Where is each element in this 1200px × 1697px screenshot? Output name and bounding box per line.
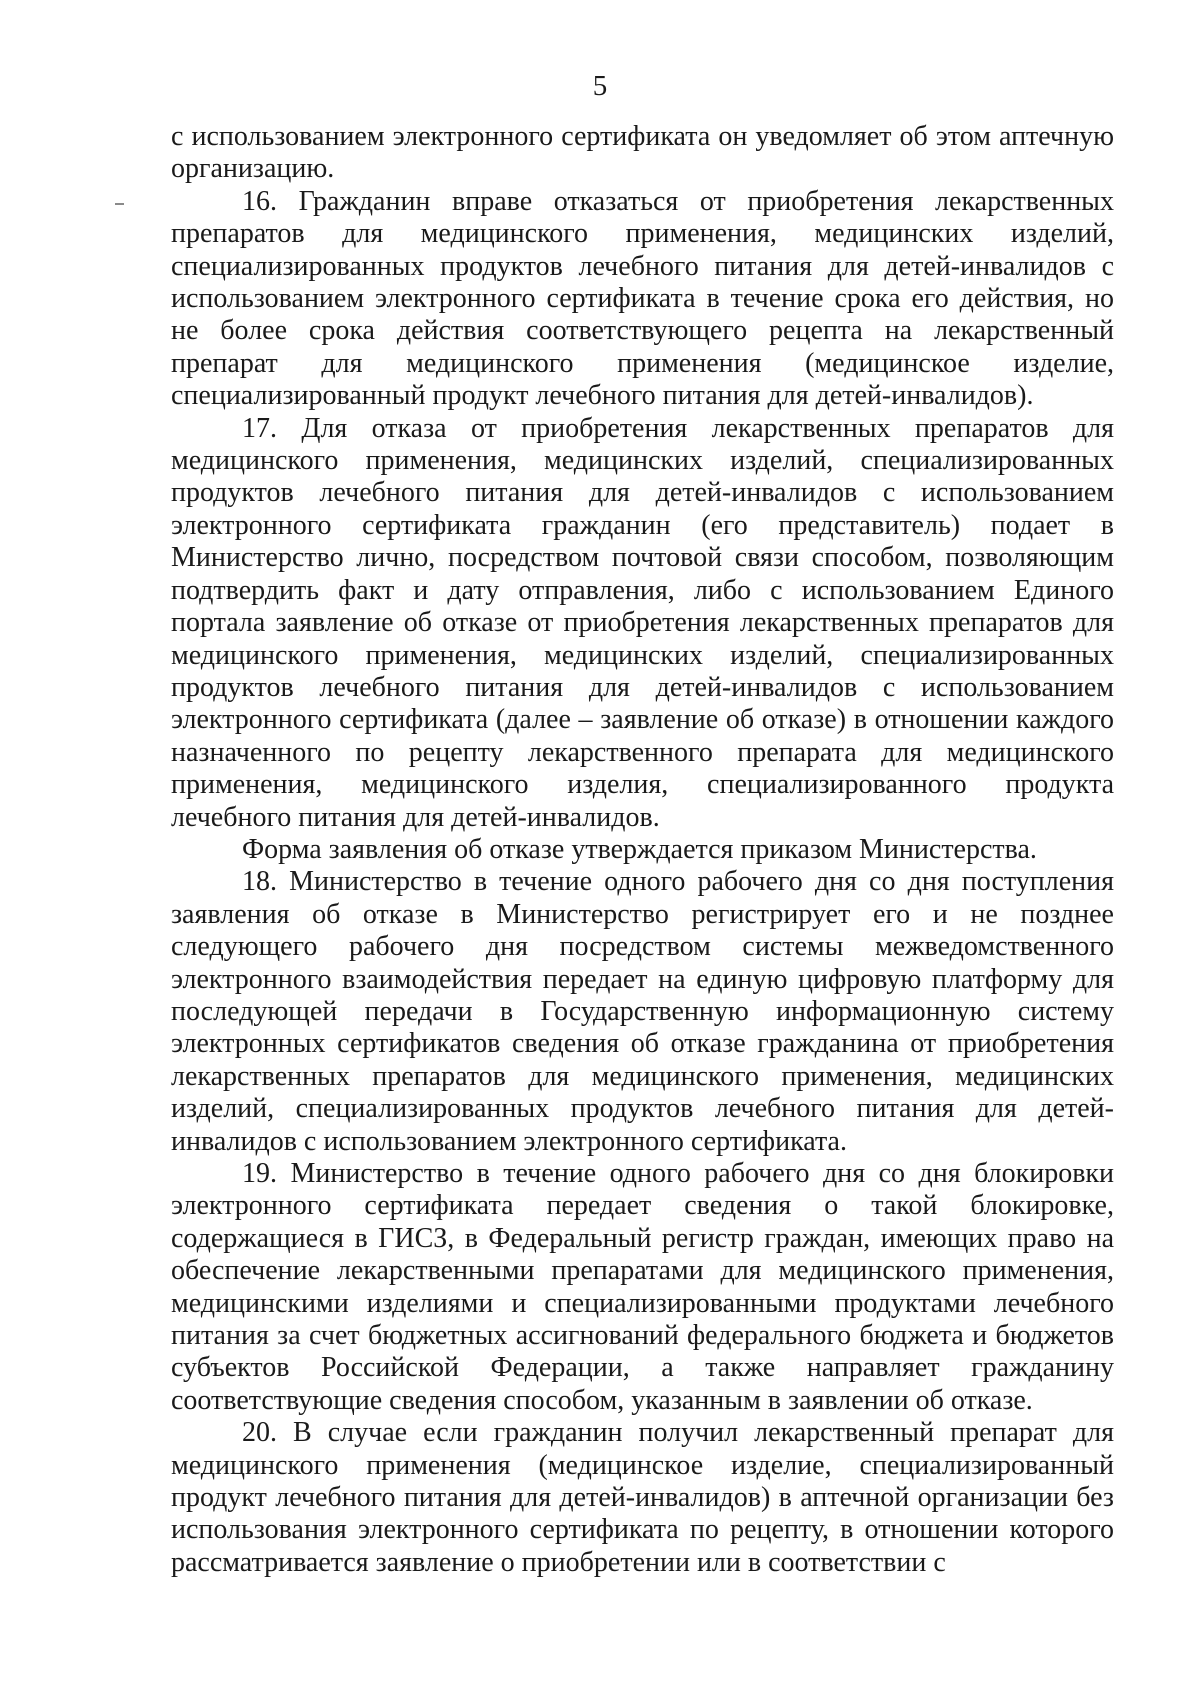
- scan-artifact-mark: [115, 203, 124, 205]
- paragraph-item-16: 16. Гражданин вправе отказаться от приобретения лекарственных препаратов для медицинского применения, медицинских изделий, специализированных продуктов лечебного питания для детей-инвалидов с использованием электронного сертификата в течение срока его действия, но не более срока действия соответствующего рецепта на лекарственный препарат для медицинского применения (медицинское изделие, специализированный продукт лечебного питания для детей-инвалидов).: [171, 185, 1114, 412]
- paragraph-form-note: Форма заявления об отказе утверждается приказом Министерства.: [242, 833, 1037, 865]
- paragraph-item-18: 18. Министерство в течение одного рабочего дня со дня поступления заявления об отказе в Министерство регистрирует его и не позднее следующего рабочего дня посредством системы межведомственного электронного взаимодействия передает на единую цифровую платформу для последующей передачи в Государственную информационную систему электронных сертификатов сведения об отказе гражданина от приобретения лекарственных препаратов для медицинского применения, медицинских изделий, специализированных продуктов лечебного питания для детей-инвалидов с использованием электронного сертификата.: [171, 866, 1114, 1157]
- paragraph-continuation: с использованием электронного сертификата он уведомляет об этом аптечную организацию.: [171, 121, 1114, 185]
- page-number: 5: [592, 70, 608, 102]
- document-body: [171, 121, 1114, 1579]
- paragraph-item-17: 17. Для отказа от приобретения лекарственных препаратов для медицинского применения, медицинских изделий, специализированных продуктов лечебного питания для детей-инвалидов с использованием электронного сертификата гражданин (его представитель) подает в Министерство лично, посредством почтовой связи способом, позволяющим подтвердить факт и дату отправления, либо с использованием Единого портала заявление об отказе от приобретения лекарственных препаратов для медицинского применения, медицинских изделий, специализированных продуктов лечебного питания для детей-инвалидов с использованием электронного сертификата (далее – заявление об отказе) в отношении каждого назначенного по рецепту лекарственного препарата для медицинского применения, медицинского изделия, специализированного продукта лечебного питания для детей-инвалидов.: [171, 412, 1114, 833]
- paragraph-item-20: 20. В случае если гражданин получил лекарственный препарат для медицинского применения (медицинское изделие, специализированный продукт лечебного питания для детей-инвалидов) в аптечной организации без использования электронного сертификата по рецепту, в отношении которого рассматривается заявление о приобретении или в соответствии с: [171, 1417, 1114, 1578]
- paragraph-item-19: 19. Министерство в течение одного рабочего дня со дня блокировки электронного сертификата передает сведения о такой блокировке, содержащиеся в ГИСЗ, в Федеральный регистр граждан, имеющих право на обеспечение лекарственными препаратами для медицинского применения, медицинскими изделиями и специализированными продуктами лечебного питания за счет бюджетных ассигнований федерального бюджета и бюджетов субъектов Российской Федерации, а также направляет гражданину соответствующие сведения способом, указанным в заявлении об отказе.: [171, 1158, 1114, 1416]
